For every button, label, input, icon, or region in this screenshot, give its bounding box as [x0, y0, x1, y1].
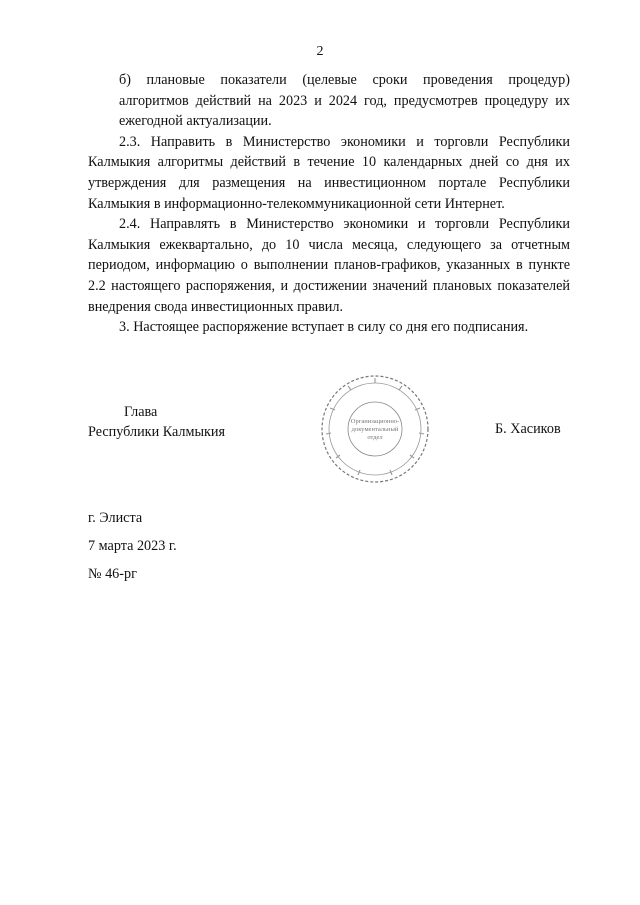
stamp-center-line1: Организационно- [350, 418, 400, 425]
stamp-center-line3: отдел [367, 434, 383, 441]
paragraph-2-4: 2.4. Направлять в Министерство экономики и торговли Республики Калмыкия ежеквартально, до 10 числа месяца, следующего за отчетным периодом, информацию о выполнении планов-графиков, указанных в пункте 2.2 настоящего распоряжения, и достижении значений плановых показателей внедрения свода инвестиционных правил. [88, 216, 570, 315]
document-date: 7 марта 2023 г. [88, 538, 177, 554]
signature-title [88, 402, 225, 442]
paragraph-3: 3. Настоящее распоряжение вступает в силу со дня его подписания. [119, 319, 529, 336]
paragraph-2-3: 2.3. Направить в Министерство экономики и торговли Республики Калмыкия алгоритмы действий в течение 10 календарных дней со дня их утверждения для размещения на инвестиционном портале Республики Калмыкия в информационно-телекоммуникационной сети Интернет. [88, 133, 570, 212]
document-body [88, 70, 570, 338]
official-stamp [318, 372, 432, 486]
signature-title-line2: Республики Калмыкия [88, 424, 226, 440]
city: г. Элиста [88, 510, 143, 526]
paragraph-b: б) плановые показатели (целевые сроки проведения процедур) алгоритмов действий на 2023 и 2024 год, предусмотрев процедуру их ежегодной актуализации. [119, 72, 570, 130]
document-number: № 46-рг [88, 566, 137, 582]
signatory-name: Б. Хасиков [495, 421, 561, 437]
page-number: 2 [316, 44, 324, 59]
stamp-center-line2: документальный [351, 426, 399, 433]
signature-title-line1: Глава [124, 404, 158, 420]
